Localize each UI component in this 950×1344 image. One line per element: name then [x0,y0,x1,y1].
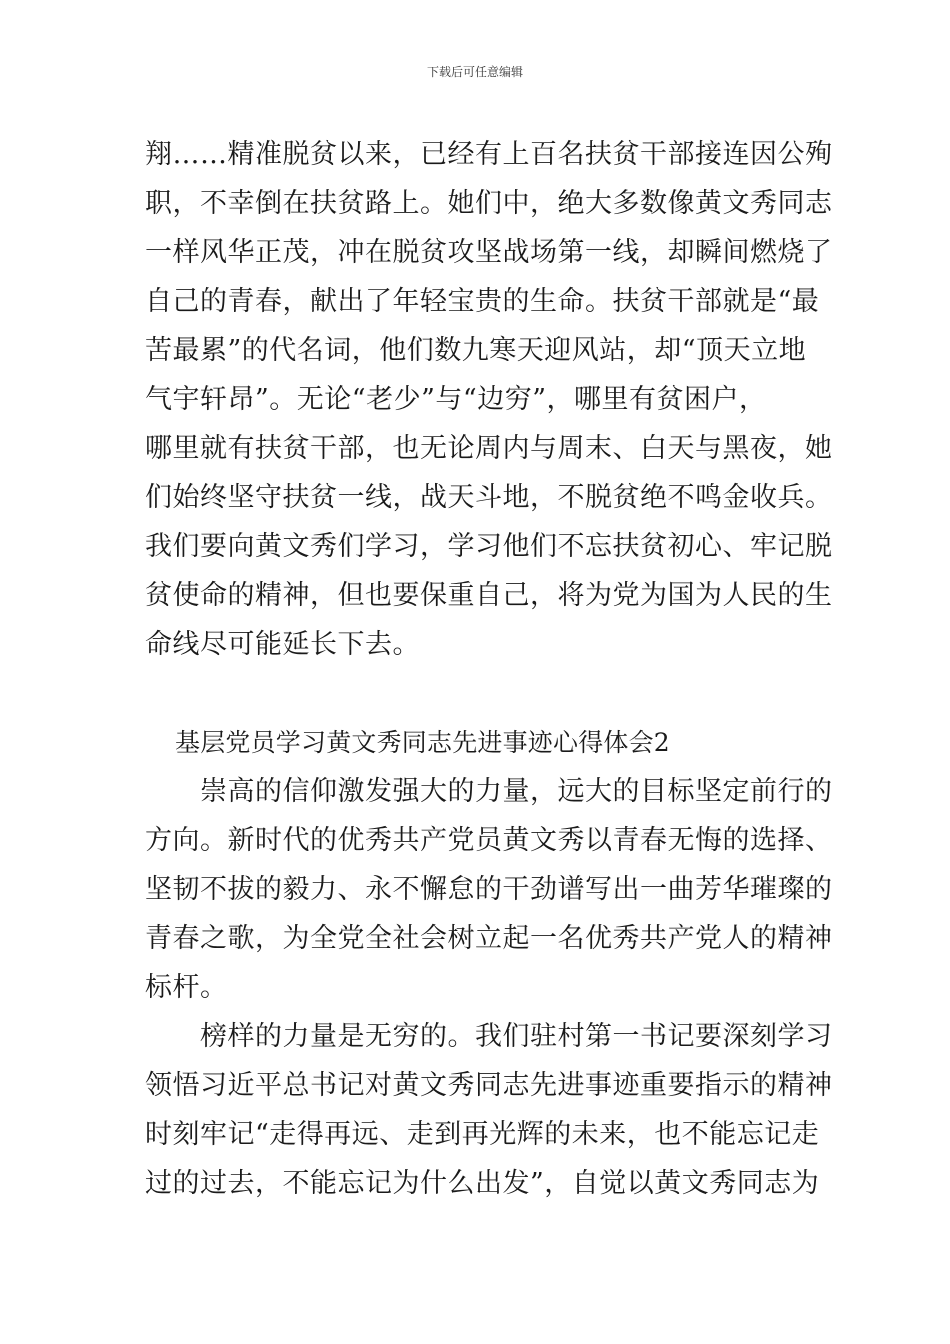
continued-paragraph [145,130,833,669]
paragraph-1 [145,767,833,1012]
text-line: 过的过去，不能忘记为什么出发”，自觉以黄文秀同志为 [145,1168,820,1199]
text-line: 职，不幸倒在扶贫路上。她们中，绝大多数像黄文秀同志 [145,188,833,219]
text-line: 我们要向黄文秀们学习，学习他们不忘扶贫初心、牢记脱 [145,531,833,562]
text-line: 崇高的信仰激发强大的力量，远大的目标坚定前行的 [145,776,833,807]
text-line: 气宇轩昂”。无论“老少”与“边穷”，哪里有贫困户， [145,384,767,415]
text-line: 一样风华正茂，冲在脱贫攻坚战场第一线，却瞬间燃烧了 [145,237,833,268]
page-header: 下载后可任意编辑 [426,65,523,79]
text-line: 领悟习近平总书记对黄文秀同志先进事迹重要指示的精神 [145,1070,833,1101]
text-line: 坚韧不拔的毅力、永不懈怠的干劲谱写出一曲芳华璀璨的 [145,874,833,905]
text-line: 青春之歌，为全党全社会树立起一名优秀共产党人的精神 [145,923,833,954]
section-title: 基层党员学习黄文秀同志先进事迹心得体会2 [175,728,670,757]
paragraph-2 [145,1012,833,1208]
text-line: 贫使命的精神，但也要保重自己，将为党为国为人民的生 [145,580,833,611]
text-line: 翔……精准脱贫以来，已经有上百名扶贫干部接连因公殉 [145,139,833,170]
text-line: 们始终坚守扶贫一线，战天斗地，不脱贫绝不鸣金收兵。 [145,482,833,513]
text-line: 榜样的力量是无穷的。我们驻村第一书记要深刻学习 [145,1021,833,1052]
text-line: 标杆。 [145,972,228,1003]
text-line: 命线尽可能延长下去。 [145,629,420,660]
text-line: 时刻牢记“走得再远、走到再光辉的未来，也不能忘记走 [145,1119,820,1150]
text-line: 方向。新时代的优秀共产党员黄文秀以青春无悔的选择、 [145,825,833,856]
text-line: 哪里就有扶贫干部，也无论周内与周末、白天与黑夜，她 [145,433,833,464]
section-spacer [145,669,810,718]
document-body [145,130,833,1208]
text-line: 苦最累”的代名词，他们数九寒天迎风站，却“顶天立地 [145,335,807,366]
text-line: 自己的青春，献出了年轻宝贵的生命。扶贫干部就是“最 [145,286,820,317]
